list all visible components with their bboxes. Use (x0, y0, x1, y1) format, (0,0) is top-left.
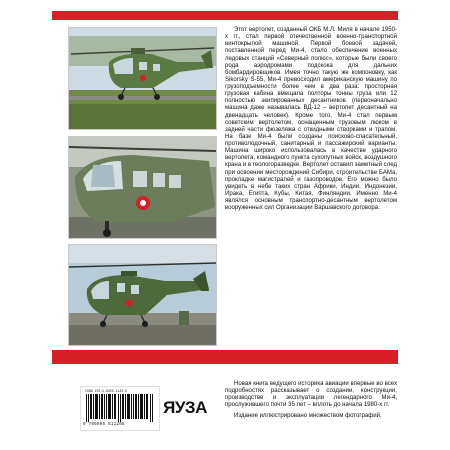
barcode-icon (86, 394, 154, 422)
book-annotation (225, 381, 397, 420)
publisher-logo: ЯУЗА (163, 398, 207, 417)
description-paragraph: Этот вертолет, созданный ОКБ М.Л. Миля в начале 1950-х гг., стал первой отечественной военно-транспортной винтокрылой машиной. Первой боевой задачей, поставленной перед Ми-4, стало обеспечение военных ледовых станций «Северный полюс», которые были своего рода аэродромами подскока для дальних бомбардировщиков. Имея точно такую же компоновку, как Sikorsky S-55, Ми-4 превосходил американскую машину по грузоподъемности более чем в два раза: просторная грузовая кабина вмещала полторы тонны груза или 12 полностью экипированных десантников (первоначально машина даже называлась ВД-12 – вертолет десантный на двенадцать человек). Кроме того, Ми-4 стал первым советским вертолетом, оснащенным грузовым люком в задней части фюзеляжа с откидными створками и трапом. На базе Ми-4 были созданы поисково-спасательный, противолодочный, санитарный и пассажирский варианты. Машина широко использовалась в качестве ударного вертолета, командного пункта сухопутных войск, воздушного крана и в геологоразведке. Вертолет оставил заметный след при освоении месторождений Сибири, строительстве БАМа, прокладке магистралей и газопроводов. Его можно было увидеть в небе таких стран Африки, Индии, Индонезии, Ирака, Египта, Кубы, Китая, Финляндии. Именно Ми-4 являлся основным транспортно-десантным вертолетом вооруженных сил Организации Варшавского договора. (225, 27, 397, 212)
helicopter-photo-1 (68, 27, 217, 130)
annotation-paragraph: Новая книга ведущего историка авиации впервые во всех подробностях рассказывает о создании, конструкции, производстве и эксплуатации легендарного Ми-4, прослужившего почти 35 лет – вплоть до начала 1980-х гг. (225, 381, 397, 409)
isbn-barcode (80, 386, 160, 431)
main-description (225, 27, 397, 212)
helicopter-photo-icon (69, 137, 216, 238)
top-red-band (52, 11, 398, 20)
photos-note: Издание иллюстрировано множеством фотографий. (234, 412, 382, 419)
helicopter-photo-icon (69, 28, 216, 129)
helicopter-photo-icon (69, 245, 216, 345)
helicopter-photo-2 (68, 136, 217, 239)
barcode-number: 9 785995 511205 (83, 422, 125, 427)
bottom-red-band (52, 350, 398, 364)
isbn-label: ISBN 978-5-9955-1120-5 (85, 389, 128, 393)
helicopter-photo-3 (68, 244, 217, 346)
